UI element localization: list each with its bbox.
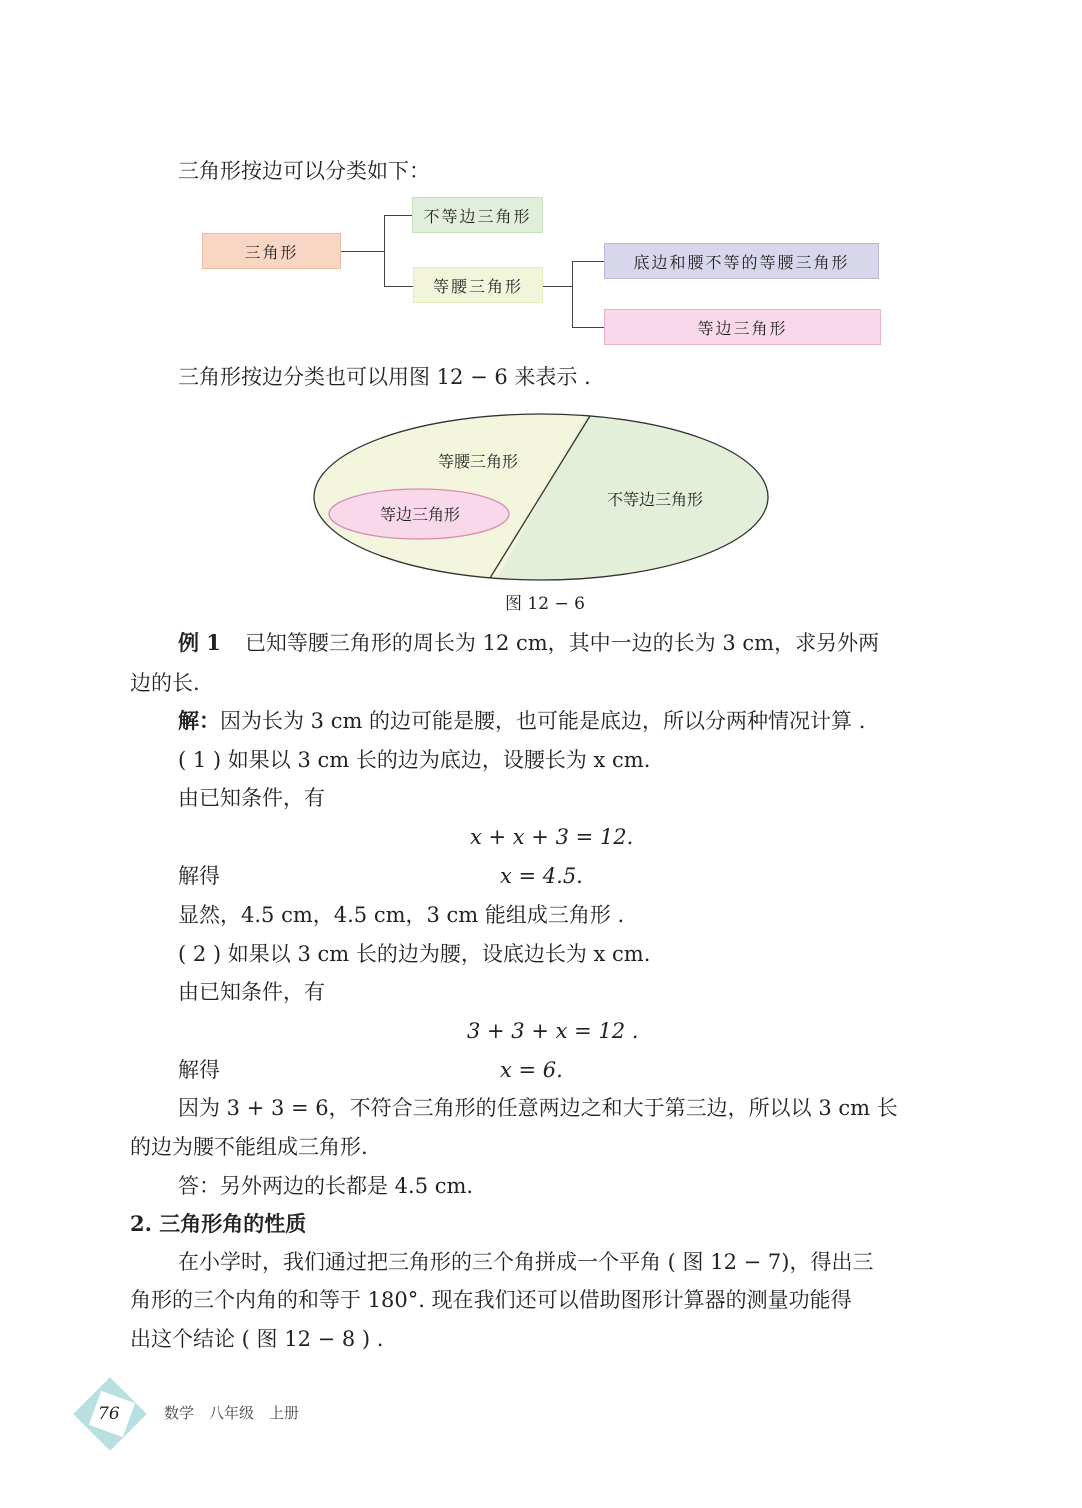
answer-text: 答：另外两边的长都是 4.5 cm. [178, 1174, 474, 1198]
because-text-cont: 的边为腰不能组成三角形. [130, 1135, 368, 1159]
section-heading: 2. 三角形角的性质 [130, 1211, 307, 1236]
solution-label: 解： [178, 708, 220, 733]
example-label: 例 1 [178, 630, 221, 655]
solve1-label: 解得 [178, 864, 220, 888]
equation1: x + x + 3 = 12. [470, 825, 634, 849]
tree-root: 三角形 [202, 233, 341, 269]
venn-isosceles-label: 等腰三角形 [437, 452, 519, 471]
section-paragraph: 在小学时，我们通过把三角形的三个角拼成一个平角 ( 图 12 − 7)，得出三 [178, 1250, 874, 1274]
intro2-text: 三角形按边分类也可以用图 12 − 6 来表示 . [178, 365, 591, 389]
equation2: 3 + 3 + x = 12 . [467, 1019, 639, 1043]
page-number: 76 [98, 1404, 120, 1424]
solve2-label: 解得 [178, 1058, 220, 1082]
example-text-cont: 边的长. [130, 671, 200, 695]
section-paragraph-cont: 角形的三个内角的和等于 180°. 现在我们还可以借助图形计算器的测量功能得 [130, 1288, 852, 1312]
solve2: x = 6. [500, 1058, 563, 1082]
figure-caption: 图 12 − 6 [505, 594, 585, 614]
book-title: 数学 八年级 上册 [164, 1404, 300, 1422]
venn-diagram [0, 0, 1082, 620]
given1: 由已知条件，有 [178, 786, 325, 810]
example-text: 已知等腰三角形的周长为 12 cm，其中一边的长为 3 cm，求另外两 [244, 631, 880, 655]
solve1: x = 4.5. [500, 864, 583, 888]
because-text: 因为 3 + 3 = 6，不符合三角形的任意两边之和大于第三边，所以以 3 cm 长 [178, 1096, 898, 1120]
tree-scalene: 不等边三角形 [412, 197, 543, 233]
intro-text: 三角形按边可以分类如下： [178, 159, 430, 183]
venn-scalene-label: 不等边三角形 [606, 490, 704, 509]
given2: 由已知条件，有 [178, 980, 325, 1004]
solution-text: 因为长为 3 cm 的边可能是腰，也可能是底边，所以分两种情况计算 . [220, 709, 866, 733]
case1: ( 1 ) 如果以 3 cm 长的边为底边，设腰长为 x cm. [178, 748, 651, 772]
tree-isosceles: 等腰三角形 [413, 267, 543, 303]
obvious-text: 显然，4.5 cm，4.5 cm，3 cm 能组成三角形 . [178, 903, 625, 927]
tree-iso-non-equal: 底边和腰不等的等腰三角形 [604, 243, 879, 279]
tree-equilateral: 等边三角形 [604, 309, 881, 345]
venn-equilateral-label: 等边三角形 [379, 505, 461, 524]
case2: ( 2 ) 如果以 3 cm 长的边为腰，设底边长为 x cm. [178, 942, 651, 966]
section-paragraph-end: 出这个结论 ( 图 12 − 8 ) . [130, 1327, 384, 1351]
